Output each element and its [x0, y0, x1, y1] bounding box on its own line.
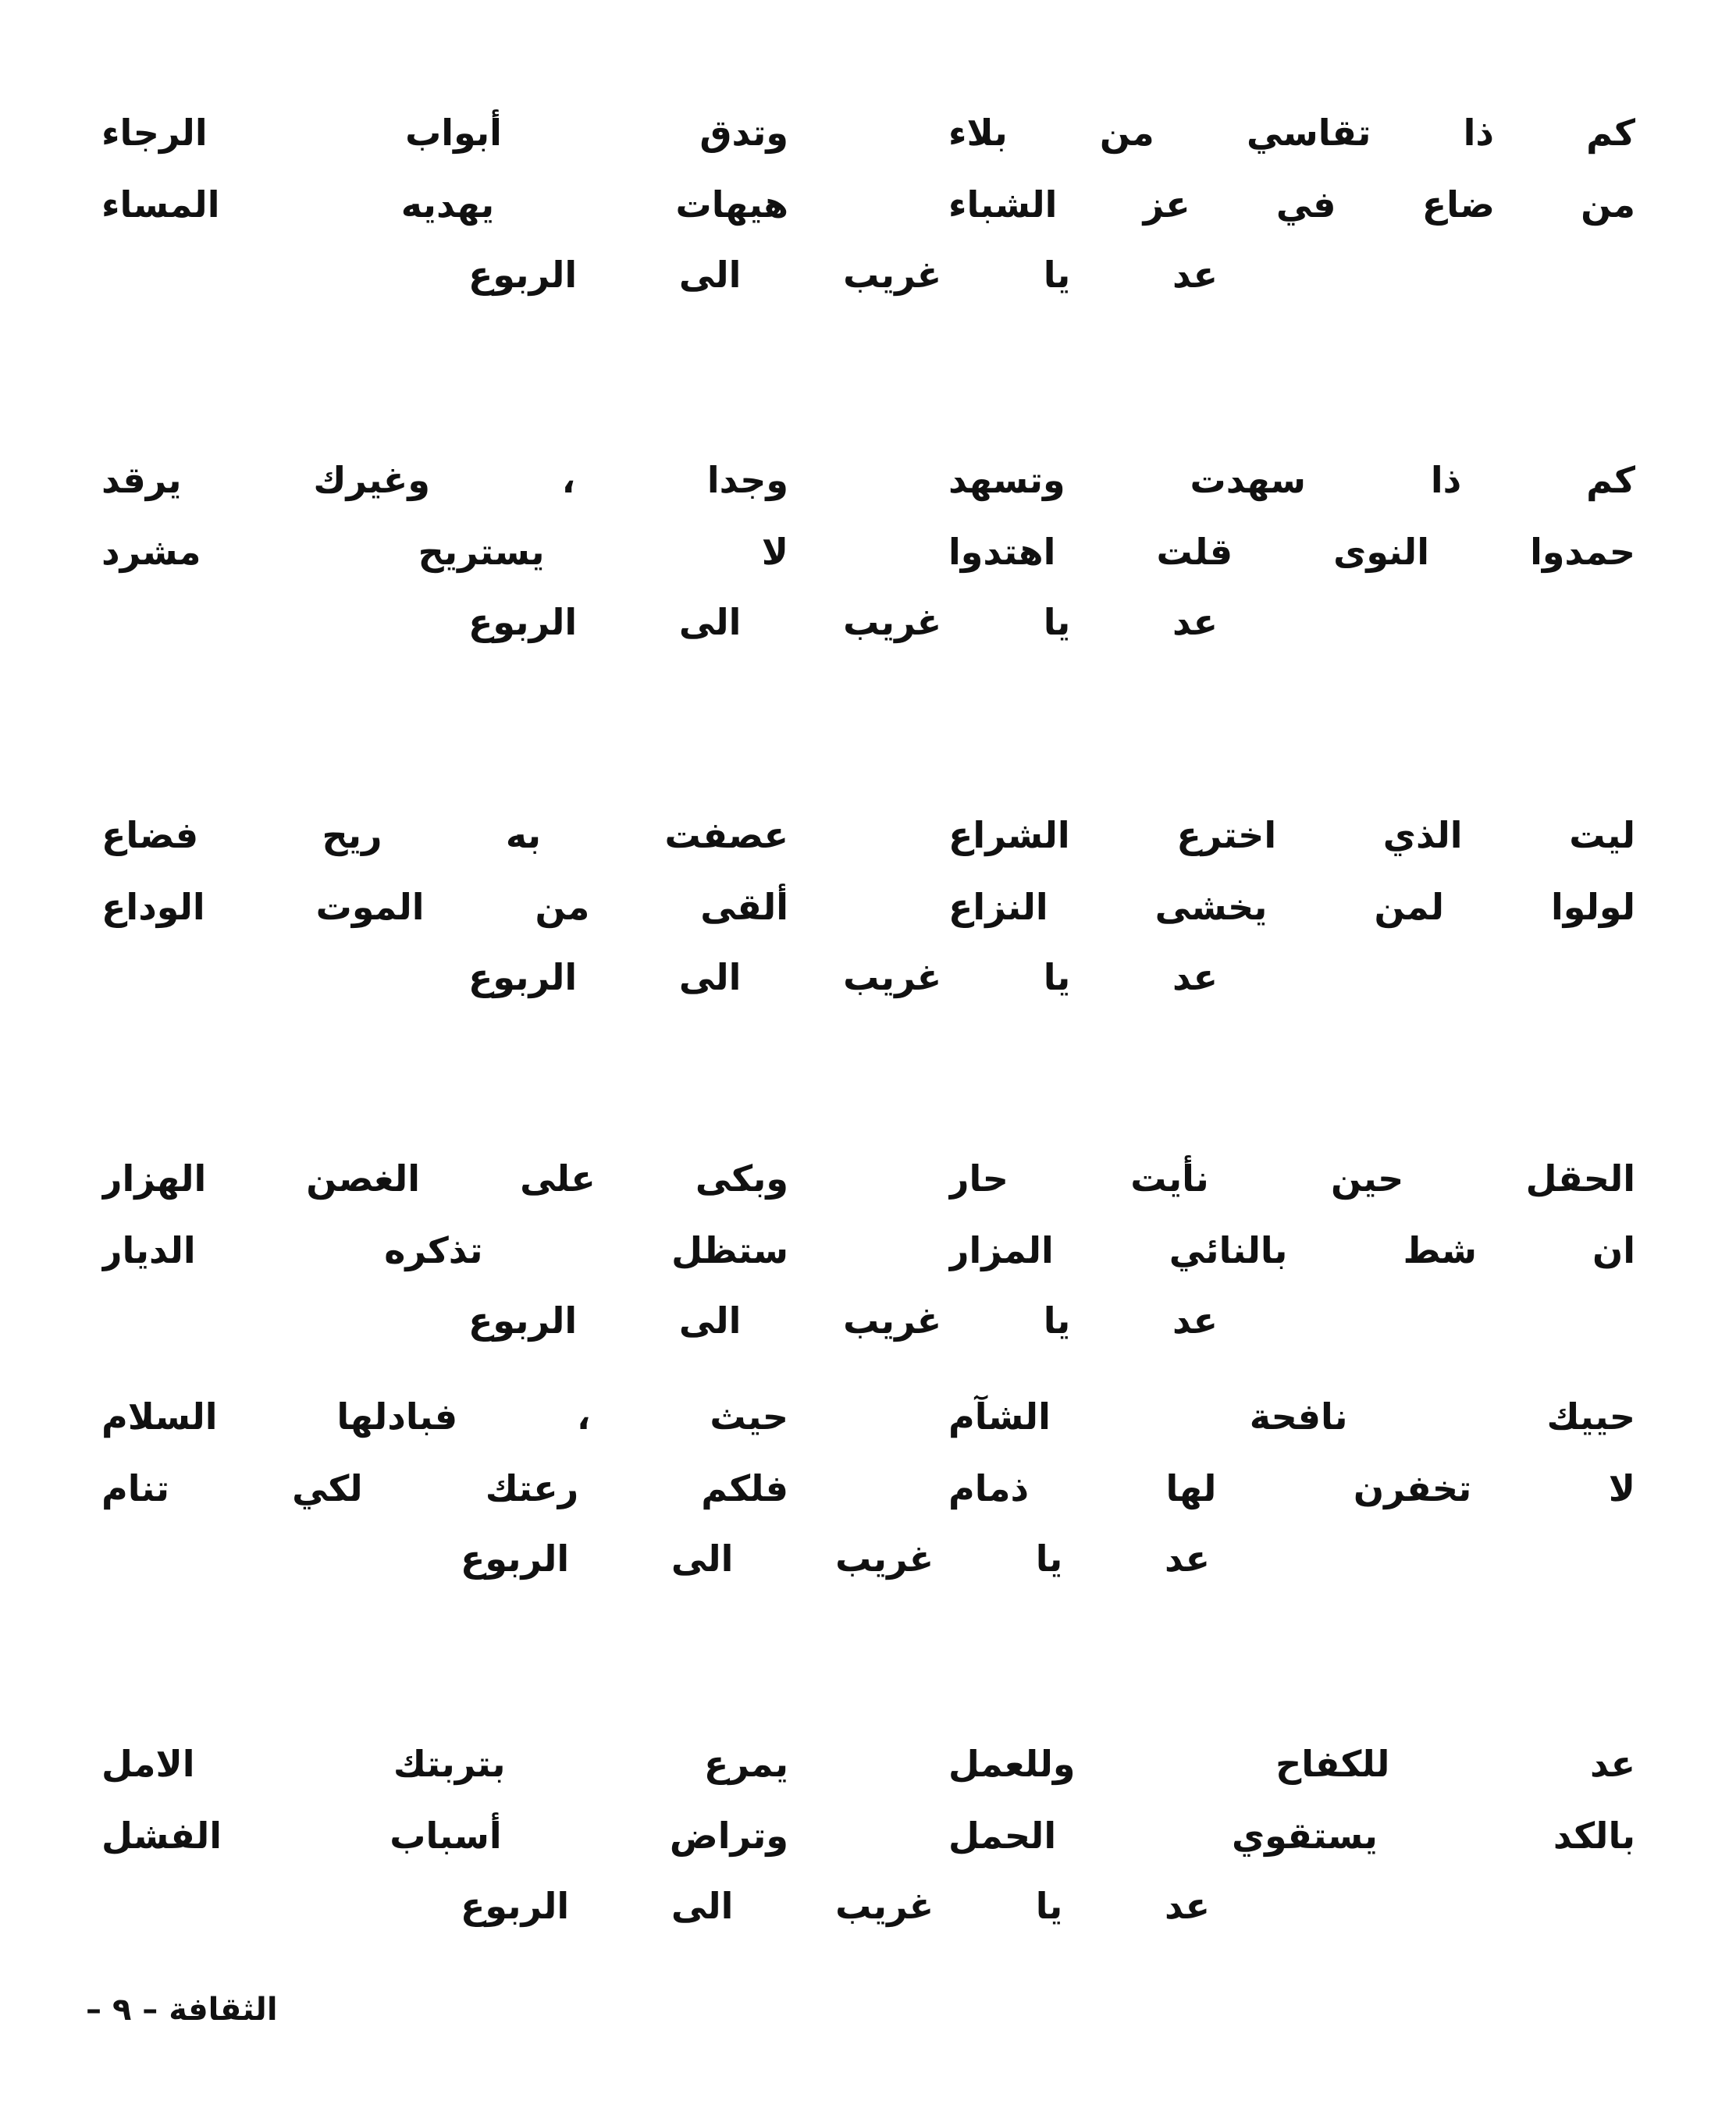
- second-hemistich: لا يستريح مشرد: [101, 531, 788, 573]
- refrain: عد يا غريب الى الربوع: [461, 1885, 1210, 1927]
- verse-line: [101, 521, 1635, 583]
- second-hemistich: يمرع بتربتك الامل: [101, 1743, 788, 1785]
- second-hemistich: ألقى من الموت الوداع: [101, 886, 788, 928]
- verse-line: [101, 449, 1635, 511]
- first-hemistich: من ضاع في عز الشباء: [948, 183, 1635, 226]
- verse-line: [101, 1457, 1635, 1520]
- second-hemistich: ستظل تذكره الديار: [101, 1229, 788, 1271]
- verse-line: [101, 876, 1635, 938]
- verse-line: [101, 1219, 1635, 1282]
- second-hemistich: وتدق أبواب الرجاء: [101, 112, 788, 154]
- refrain: عد يا غريب الى الربوع: [461, 1538, 1210, 1580]
- verse-line: [101, 1147, 1635, 1210]
- verse-line: [101, 173, 1635, 236]
- second-hemistich: وتراض أسباب الفشل: [101, 1815, 788, 1857]
- verse-line: [101, 101, 1635, 164]
- refrain: عد يا غريب الى الربوع: [468, 601, 1218, 643]
- first-hemistich: حييك نافحة الشآم: [948, 1395, 1635, 1438]
- second-hemistich: عصفت به ريح فضاع: [101, 814, 788, 856]
- refrain: عد يا غريب الى الربوع: [468, 254, 1218, 296]
- first-hemistich: الحقل حين نأيت حار: [948, 1157, 1635, 1200]
- first-hemistich: بالكد يستقوي الحمل: [948, 1815, 1635, 1857]
- first-hemistich: لولوا لمن يخشى النزاع: [948, 886, 1635, 928]
- first-hemistich: ان شط بالنائي المزار: [948, 1229, 1635, 1271]
- page-footer: الثقافة – ٩ –: [86, 1992, 278, 2028]
- refrain: عد يا غريب الى الربوع: [468, 956, 1218, 998]
- second-hemistich: فلكم رعتك لكي تنام: [101, 1467, 788, 1509]
- verse-line: [101, 1385, 1635, 1448]
- verse-line: [101, 1733, 1635, 1795]
- first-hemistich: كم ذا تقاسي من بلاء: [948, 112, 1635, 154]
- second-hemistich: هيهات يهديه المساء: [101, 183, 788, 226]
- second-hemistich: وبكى على الغصن الهزار: [101, 1157, 788, 1200]
- second-hemistich: وجدا ، وغيرك يرقد: [101, 459, 788, 501]
- refrain: عد يا غريب الى الربوع: [468, 1299, 1218, 1342]
- first-hemistich: ليت الذي اخترع الشراع: [948, 814, 1635, 856]
- first-hemistich: عد للكفاح وللعمل: [948, 1743, 1635, 1785]
- verse-line: [101, 804, 1635, 866]
- second-hemistich: حيث ، فبادلها السلام: [101, 1395, 788, 1438]
- first-hemistich: كم ذا سهدت وتسهد: [948, 459, 1635, 501]
- first-hemistich: لا تخفرن لها ذمام: [948, 1467, 1635, 1509]
- verse-line: [101, 1804, 1635, 1867]
- first-hemistich: حمدوا النوى قلت اهتدوا: [948, 531, 1635, 573]
